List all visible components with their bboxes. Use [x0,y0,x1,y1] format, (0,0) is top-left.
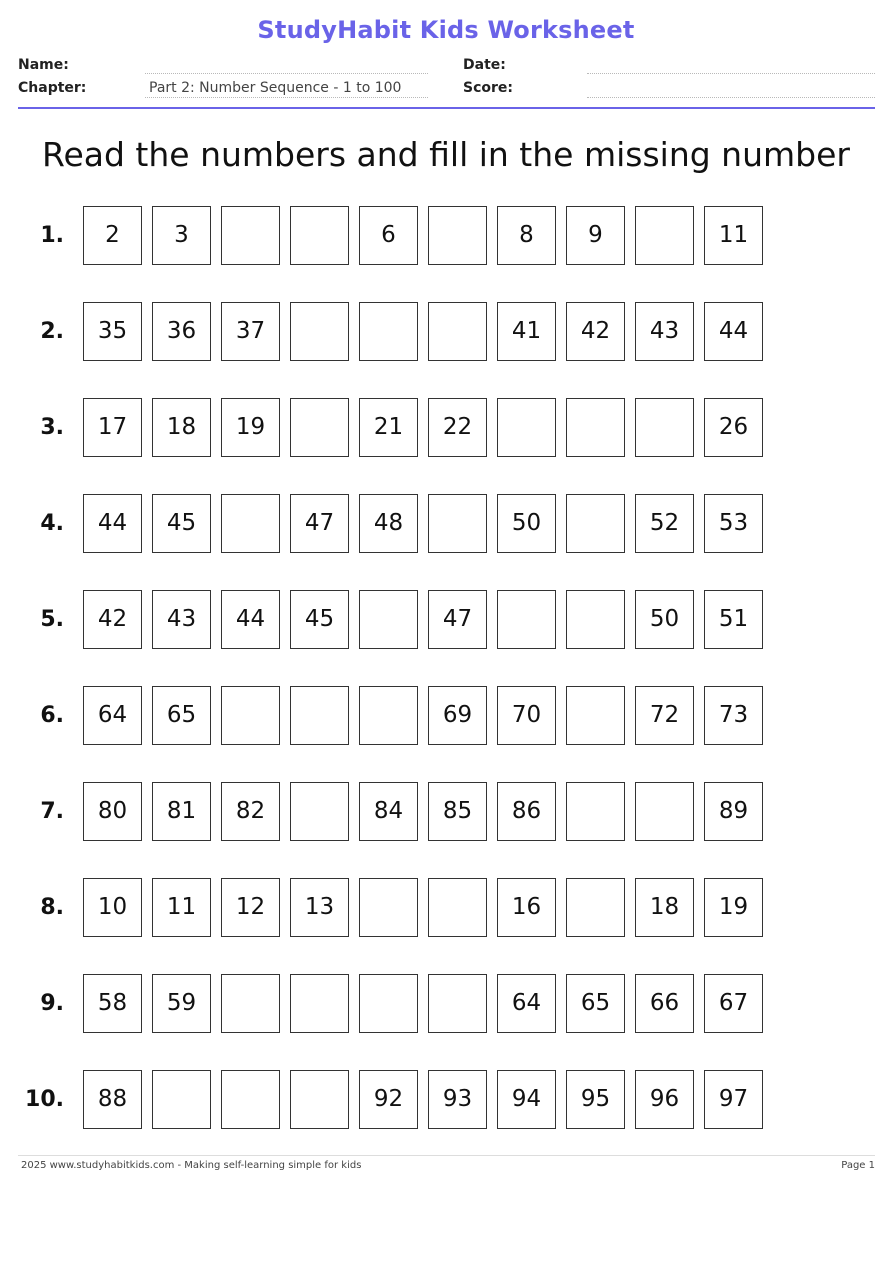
number-box: 16 [497,878,556,937]
number-box: 37 [221,302,280,361]
number-box: 93 [428,1070,487,1129]
score-field[interactable] [587,97,875,98]
answer-box[interactable] [290,686,349,745]
number-box: 12 [221,878,280,937]
answer-box[interactable] [497,398,556,457]
answer-box[interactable] [221,686,280,745]
number-box: 41 [497,302,556,361]
number-box: 67 [704,974,763,1033]
answer-box[interactable] [221,974,280,1033]
number-box: 53 [704,494,763,553]
question-number: 4. [40,511,64,536]
question-number: 8. [40,895,64,920]
answer-box[interactable] [290,974,349,1033]
number-box: 21 [359,398,418,457]
date-field[interactable] [587,73,875,74]
number-box: 92 [359,1070,418,1129]
number-box: 88 [83,1070,142,1129]
number-box: 3 [152,206,211,265]
number-box: 72 [635,686,694,745]
number-box: 2 [83,206,142,265]
number-box: 19 [221,398,280,457]
question-number: 10. [25,1087,64,1112]
number-box: 97 [704,1070,763,1129]
number-box: 82 [221,782,280,841]
number-box: 64 [497,974,556,1033]
number-box: 73 [704,686,763,745]
number-box: 17 [83,398,142,457]
number-box: 19 [704,878,763,937]
answer-box[interactable] [566,782,625,841]
number-box: 6 [359,206,418,265]
number-box: 89 [704,782,763,841]
number-box: 43 [635,302,694,361]
answer-box[interactable] [359,686,418,745]
footer-page-number: Page 1 [841,1160,875,1171]
number-box: 9 [566,206,625,265]
answer-box[interactable] [566,686,625,745]
question-row [0,686,892,746]
number-box: 65 [152,686,211,745]
answer-box[interactable] [152,1070,211,1129]
answer-box[interactable] [290,398,349,457]
number-box: 52 [635,494,694,553]
answer-box[interactable] [290,206,349,265]
chapter-value: Part 2: Number Sequence - 1 to 100 [149,80,402,96]
number-box: 10 [83,878,142,937]
question-row [0,398,892,458]
number-box: 95 [566,1070,625,1129]
answer-box[interactable] [566,878,625,937]
question-number: 1. [40,223,64,248]
answer-box[interactable] [428,494,487,553]
answer-box[interactable] [290,782,349,841]
answer-box[interactable] [428,302,487,361]
worksheet-title: StudyHabit Kids Worksheet [257,16,635,44]
header-divider [18,107,875,109]
number-box: 58 [83,974,142,1033]
number-box: 18 [635,878,694,937]
question-number: 7. [40,799,64,824]
number-box: 18 [152,398,211,457]
question-number: 9. [40,991,64,1016]
answer-box[interactable] [221,206,280,265]
question-row [0,302,892,362]
number-box: 47 [428,590,487,649]
number-box: 51 [704,590,763,649]
answer-box[interactable] [566,590,625,649]
question-number: 2. [40,319,64,344]
answer-box[interactable] [221,494,280,553]
chapter-label: Chapter: [18,80,87,96]
number-box: 50 [635,590,694,649]
question-number: 5. [40,607,64,632]
number-box: 11 [704,206,763,265]
number-box: 11 [152,878,211,937]
question-row [0,494,892,554]
date-label: Date: [463,57,506,73]
number-box: 35 [83,302,142,361]
number-box: 85 [428,782,487,841]
answer-box[interactable] [635,782,694,841]
answer-box[interactable] [359,590,418,649]
answer-box[interactable] [359,878,418,937]
number-box: 13 [290,878,349,937]
number-box: 22 [428,398,487,457]
number-box: 42 [83,590,142,649]
answer-box[interactable] [359,302,418,361]
number-box: 65 [566,974,625,1033]
instruction-heading: Read the numbers and fill in the missing number [42,135,850,174]
footer-divider [18,1155,875,1156]
answer-box[interactable] [221,1070,280,1129]
score-label: Score: [463,80,513,96]
number-box: 47 [290,494,349,553]
number-box: 50 [497,494,556,553]
number-box: 48 [359,494,418,553]
footer-copyright: 2025 www.studyhabitkids.com - Making self-learning simple for kids [21,1160,362,1171]
answer-box[interactable] [428,878,487,937]
number-box: 70 [497,686,556,745]
number-box: 69 [428,686,487,745]
answer-box[interactable] [635,398,694,457]
question-row [0,782,892,842]
question-number: 3. [40,415,64,440]
number-box: 8 [497,206,556,265]
number-box: 44 [83,494,142,553]
answer-box[interactable] [566,494,625,553]
number-box: 45 [152,494,211,553]
number-box: 26 [704,398,763,457]
answer-box[interactable] [428,206,487,265]
number-box: 94 [497,1070,556,1129]
name-field[interactable] [145,73,428,74]
number-box: 86 [497,782,556,841]
number-box: 44 [221,590,280,649]
number-box: 96 [635,1070,694,1129]
question-row [0,1070,892,1130]
name-label: Name: [18,57,69,73]
number-box: 45 [290,590,349,649]
question-number: 6. [40,703,64,728]
number-box: 84 [359,782,418,841]
answer-box[interactable] [290,1070,349,1129]
number-box: 44 [704,302,763,361]
question-row [0,206,892,266]
answer-box[interactable] [566,398,625,457]
number-box: 80 [83,782,142,841]
answer-box[interactable] [359,974,418,1033]
answer-box[interactable] [428,974,487,1033]
number-box: 43 [152,590,211,649]
number-box: 66 [635,974,694,1033]
number-box: 36 [152,302,211,361]
question-row [0,590,892,650]
question-row [0,974,892,1034]
chapter-field-line [145,97,428,98]
number-box: 42 [566,302,625,361]
question-row [0,878,892,938]
answer-box[interactable] [497,590,556,649]
number-box: 64 [83,686,142,745]
answer-box[interactable] [635,206,694,265]
answer-box[interactable] [290,302,349,361]
number-box: 59 [152,974,211,1033]
number-box: 81 [152,782,211,841]
